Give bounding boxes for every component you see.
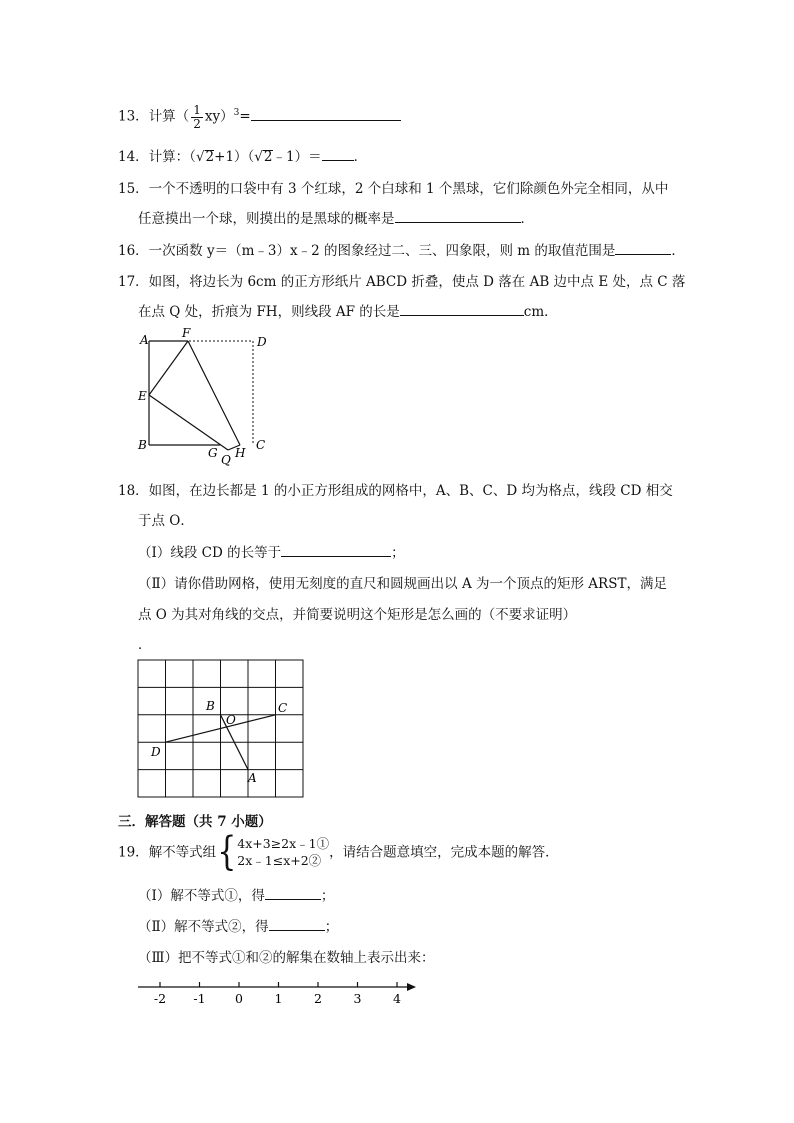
label-f: F [182,328,191,340]
inequality-system [237,836,329,870]
q19-part2-end: ； [324,919,339,935]
q13-fraction [191,104,203,130]
question-19-part-3: （Ⅲ）把不等式①和②的解集在数轴上表示出来： [138,950,435,966]
label-d: D [151,745,161,759]
tick-group [154,982,401,1006]
q13-frac-numerator: 1 [193,103,201,117]
q13-equals: = [239,108,251,125]
q16-answer-blank[interactable] [615,240,671,255]
fold-line-fh [188,341,240,445]
label-h: H [235,446,246,460]
label-o: O [226,713,236,727]
label-b: B [206,699,215,713]
q15-end: ． [520,211,534,227]
label-e: E [138,389,147,403]
q14-answer-blank[interactable] [322,146,354,161]
q19-part2-text: （Ⅱ）解不等式②，得 [138,919,269,935]
tick-label: -2 [153,991,167,1006]
label-g: G [208,446,218,460]
q15-text: 任意摸出一个球，则摸出的是黑球的概率是 [138,211,395,227]
q13-prefix: 计算（ [148,108,190,125]
question-13 [118,104,401,130]
question-18-part-2-line-2: 点 O 为其对角线的交点，并简要说明这个矩形是怎么画的（不要求证明） [138,607,577,623]
question-18-part-2-line-3: ． [138,637,152,653]
label-b: B [138,438,147,452]
axis-arrow-icon [407,983,416,991]
inequality-2: 2x﹣1≤x+2② [237,852,322,868]
inequality-1: 4x+3≥2x﹣1① [237,836,330,851]
q17-answer-blank[interactable] [400,301,524,316]
tick-label: -1 [193,991,206,1006]
q19-prefix: 解不等式组 [148,844,217,861]
tick-label: 1 [274,991,283,1006]
question-15-line-1: 15．一个不透明的口袋中有 3 个红球，2 个白球和 1 个黑球，它们除颜色外完全相同，从中 [118,181,669,197]
q13-expr: xy） [204,108,234,125]
q14-radicand-2: 2 [263,149,273,165]
q17-end: cm． [523,304,558,320]
q13-frac-denominator: 2 [193,116,201,131]
label-a: A [140,333,149,347]
q19-part2-blank[interactable] [269,916,325,931]
question-14 [118,145,367,165]
tick-label: 3 [353,991,362,1006]
question-17-line-2 [138,300,558,320]
system-brace: { [217,829,237,875]
question-18-part-1 [138,541,405,561]
q19-part1-text: （Ⅰ）解不等式①，得 [138,888,265,904]
segment-fe [149,341,188,395]
q18-answer-blank[interactable] [281,542,391,557]
section-3-title: 三．解答题（共 7 小题） [118,814,272,830]
q19-suffix: ，请结合题意填空，完成本题的解答． [329,844,559,861]
sqrt-symbol: √ [195,149,205,165]
question-19-part-2 [138,915,338,935]
q16-text: 16．一次函数 y＝（m﹣3）x﹣2 的图象经过二、三、四象限，则 m 的取值范围是 [118,243,616,259]
q19-part1-blank[interactable] [265,885,321,900]
label-d: D [257,335,267,349]
question-16 [118,239,685,259]
question-15-line-2 [138,207,534,227]
q14-suffix: ﹣1）＝ [272,149,322,165]
q19-part1-end: ； [320,888,335,904]
question-19-part-1 [138,884,334,904]
q18-part1-end: ； [391,545,405,561]
label-q: Q [221,453,231,467]
segment-eq [149,395,228,450]
q17-text: 在点 Q 处，折痕为 FH，则线段 AF 的长是 [138,304,400,320]
question-19 [118,829,559,875]
q14-number: 14． [118,149,149,165]
question-17-line-1: 17．如图，将边长为 6cm 的正方形纸片 ABCD 折叠，使点 D 落在 AB 边中点 E 处，点 C 落 [118,274,686,290]
q18-part1-text: （Ⅰ）线段 CD 的长等于 [138,545,282,561]
tick-label: 0 [235,991,243,1006]
q19-number: 19． [118,844,149,861]
figure-17-fold [130,328,280,468]
q13-number: 13． [118,108,149,125]
q14-radicand-1: 2 [205,149,215,165]
sqrt-symbol: √ [254,149,263,165]
q13-answer-blank[interactable] [251,105,401,120]
q15-answer-blank[interactable] [395,208,521,223]
figure-18-grid [136,658,306,800]
label-a: A [248,771,257,785]
q14-mid: +1）（ [214,149,255,165]
question-18-line-1: 18．如图，在边长都是 1 的小正方形组成的网格中，A、B、C、D 均为格点，线段 CD 相交 [118,483,673,499]
question-18-line-2: 于点 O． [138,513,194,529]
label-c: C [256,438,266,452]
number-line [134,974,424,1010]
q14-end: ． [353,149,368,165]
tick-label: 4 [393,991,401,1006]
q13-exponent: 3 [233,108,240,119]
q14-prefix: 计算：（ [148,149,196,165]
tick-label: 2 [314,991,322,1006]
question-18-part-2-line-1: （Ⅱ）请你借助网格，使用无刻度的直尺和圆规画出以 A 为一个顶点的矩形 ARST，满足 [138,576,667,592]
q16-end: ． [671,243,685,259]
label-c: C [278,701,288,715]
